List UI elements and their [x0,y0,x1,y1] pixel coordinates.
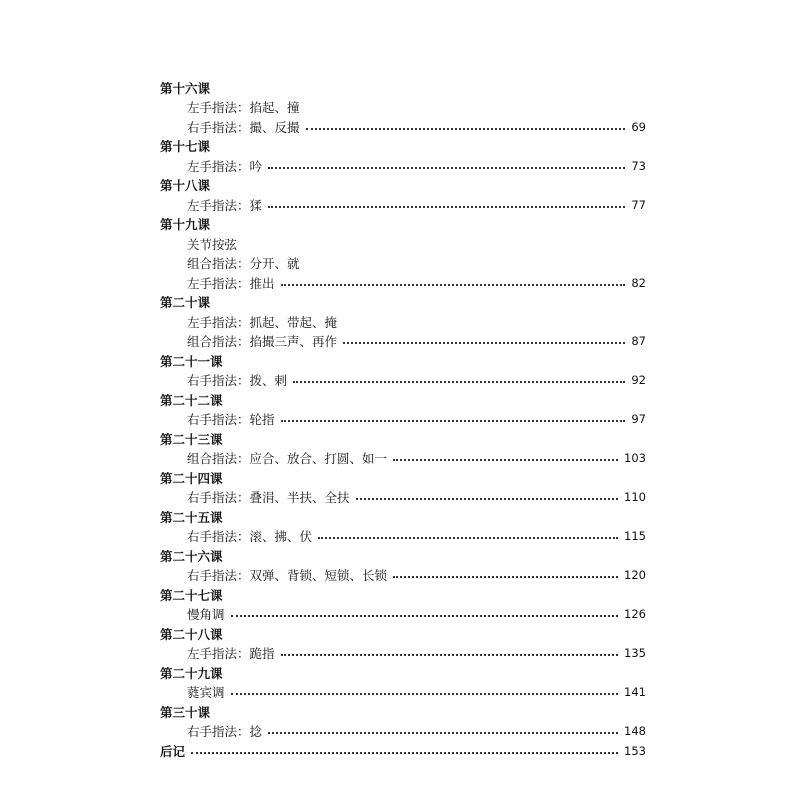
toc-entry-label: 第十六课 [160,80,211,96]
dot-leader [281,654,619,656]
toc-entry-label: 右手指法：滚、拂、伏 [187,529,313,545]
toc-entry-label: 第二十八课 [160,626,223,642]
toc-lesson-heading [160,507,646,527]
toc-entry-label: 第二十九课 [160,665,223,681]
toc-entry-label: 第十八课 [160,178,211,194]
dot-leader [356,498,619,500]
dot-leader [268,167,625,169]
toc-lesson-heading [160,624,646,644]
toc-entry [160,605,646,625]
dot-leader [318,537,618,539]
toc-entry [160,156,646,176]
toc-entry [160,488,646,508]
toc-entry-label: 第二十六课 [160,548,223,564]
toc-entry-label: 第二十一课 [160,353,223,369]
toc-entry [160,98,646,118]
toc-entry-label: 组合指法：分开、就 [187,256,300,272]
toc-entry [160,722,646,742]
toc-entry-label: 左手指法：猱 [187,197,263,213]
toc-entry-label: 关节按弦 [187,236,238,252]
page-number: 135 [624,646,646,661]
toc-entry-label: 左手指法：抓起、带起、掩 [187,314,338,330]
dot-leader [343,342,625,344]
toc-entry-label: 左手指法：推出 [187,275,275,291]
toc-lesson-heading [160,429,646,449]
table-of-contents [160,78,646,761]
toc-entry-label: 第二十五课 [160,509,223,525]
toc-entry [160,371,646,391]
page-number: 92 [631,373,646,388]
page-number: 82 [631,275,646,290]
toc-entry-label: 第二十三课 [160,431,223,447]
toc-entry-label: 组合指法：掐撮三声、再作 [187,334,338,350]
page-number: 110 [624,490,646,505]
page-number: 148 [624,724,646,739]
dot-leader [281,420,626,422]
page-number: 77 [631,197,646,212]
page-number: 87 [631,334,646,349]
page-number: 73 [631,158,646,173]
toc-lesson-heading [160,293,646,313]
toc-afterword-entry [160,741,646,761]
toc-entry-label: 右手指法：捻 [187,724,263,740]
toc-entry-label: 第三十课 [160,704,211,720]
toc-lesson-heading [160,78,646,98]
toc-entry [160,312,646,332]
dot-leader [293,381,625,383]
toc-entry-label: 左手指法：掐起、撞 [187,100,300,116]
toc-entry-label: 第二十二课 [160,392,223,408]
toc-entry-label: 组合指法：应合、放合、打圆、如一 [187,451,388,467]
dot-leader [268,732,618,734]
dot-leader [393,459,618,461]
page-number: 141 [624,685,646,700]
toc-entry-label: 右手指法：双弹、背锁、短锁、长锁 [187,568,388,584]
toc-lesson-heading [160,390,646,410]
toc-entry-label: 第十九课 [160,217,211,233]
toc-lesson-heading [160,215,646,235]
toc-entry-label: 右手指法：轮指 [187,412,275,428]
toc-lesson-heading [160,351,646,371]
toc-entry [160,273,646,293]
toc-entry [160,566,646,586]
toc-lesson-heading [160,546,646,566]
toc-entry-label: 右手指法：撮、反撮 [187,119,300,135]
toc-entry [160,449,646,469]
toc-entry-label: 第二十课 [160,295,211,311]
toc-entry [160,410,646,430]
dot-leader [393,576,618,578]
toc-entry [160,195,646,215]
toc-lesson-heading [160,176,646,196]
toc-entry-label: 后记 [160,743,186,759]
toc-entry-label: 第十七课 [160,139,211,155]
toc-entry-label: 蕤宾调 [187,685,225,701]
toc-entry-label: 第二十四课 [160,470,223,486]
dot-leader [231,615,619,617]
toc-entry-label: 第二十七课 [160,587,223,603]
toc-entry [160,117,646,137]
page-number: 115 [624,529,646,544]
dot-leader [281,284,626,286]
toc-lesson-heading [160,137,646,157]
dot-leader [306,128,626,130]
toc-entry-label: 左手指法：吟 [187,158,263,174]
page-number: 69 [631,119,646,134]
toc-lesson-heading [160,585,646,605]
toc-entry-label: 左手指法：跪指 [187,646,275,662]
toc-entry [160,234,646,254]
dot-leader [268,206,625,208]
page-number: 103 [624,451,646,466]
toc-entry-label: 右手指法：叠涓、半扶、全扶 [187,490,350,506]
toc-lesson-heading [160,468,646,488]
dot-leader [231,693,619,695]
page-number: 120 [624,568,646,583]
toc-entry [160,683,646,703]
page-number: 126 [624,607,646,622]
toc-entry [160,527,646,547]
toc-entry [160,332,646,352]
toc-lesson-heading [160,702,646,722]
toc-entry-label: 右手指法：拨、剌 [187,373,288,389]
toc-entry [160,644,646,664]
page-number: 153 [624,743,646,758]
toc-lesson-heading [160,663,646,683]
toc-entry [160,254,646,274]
page-number: 97 [631,412,646,427]
toc-entry-label: 慢角调 [187,607,225,623]
dot-leader [191,752,618,754]
